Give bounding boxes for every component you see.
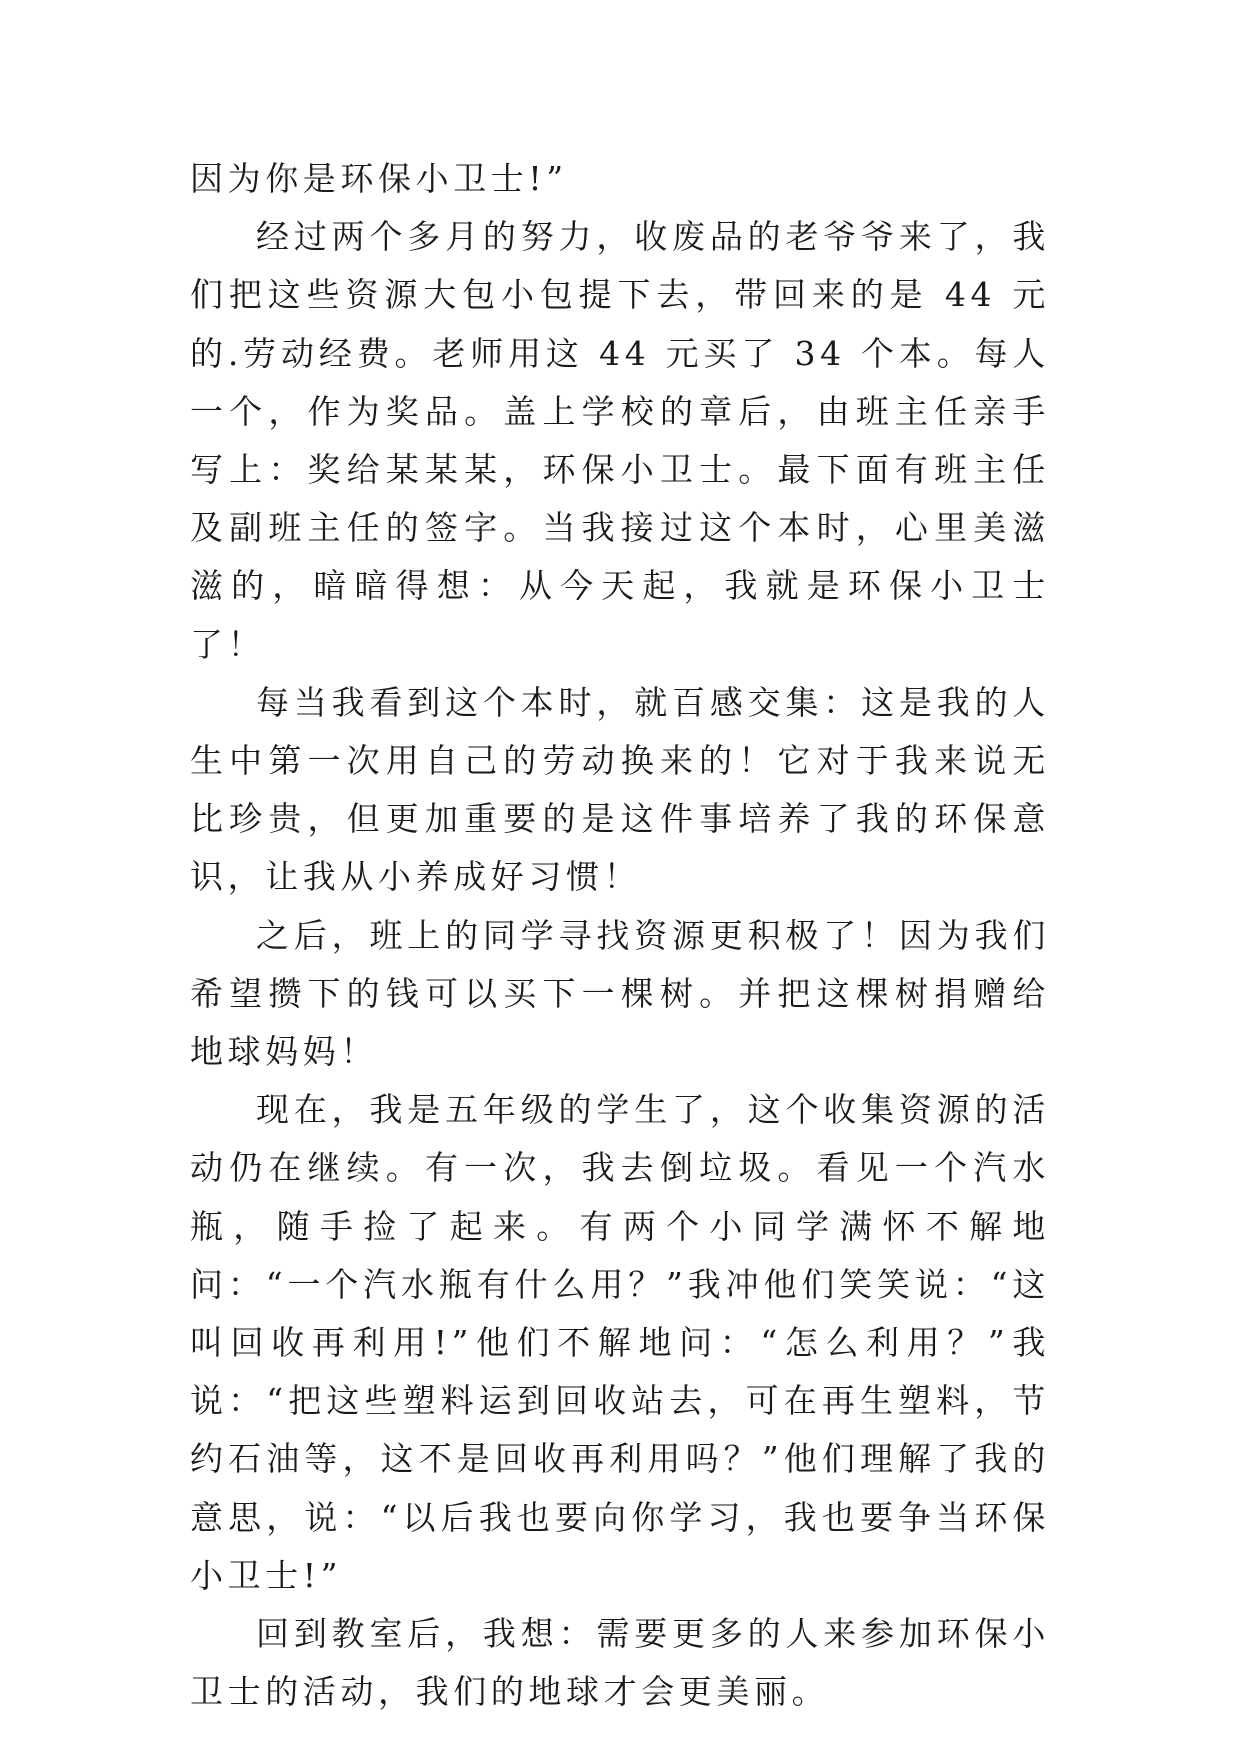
document-body — [190, 150, 1050, 1721]
paragraph-3: 每当我看到这个本时，就百感交集：这是我的人生中第一次用自己的劳动换来的！它对于我来说无比珍贵，但更加重要的是这件事培养了我的环保意识，让我从小养成好习惯！ — [190, 682, 1050, 897]
paragraph-4: 之后，班上的同学寻找资源更积极了！因为我们希望攒下的钱可以买下一棵树。并把这棵树捐赠给地球妈妈！ — [190, 915, 1050, 1072]
paragraph-1: 因为你是环保小卫士!” — [190, 159, 568, 198]
paragraph-5: 现在，我是五年级的学生了，这个收集资源的活动仍在继续。有一次，我去倒垃圾。看见一个汽水瓶，随手捡了起来。有两个小同学满怀不解地问：“一个汽水瓶有什么用？”我冲他们笑笑说：“这叫回收再利用!”他们不解地问：“怎么利用？”我说：“把这些塑料运到回收站去，可在再生塑料，节约石油等，这不是回收再利用吗？”他们理解了我的意思，说：“以后我也要向你学习，我也要争当环保小卫士!” — [190, 1090, 1050, 1595]
paragraph-2: 经过两个多月的努力，收废品的老爷爷来了，我们把这些资源大包小包提下去，带回来的是 44 元的.劳动经费。老师用这 44 元买了 34 个本。每人一个，作为奖品。盖上学校的章后，由班主任亲手写上：奖给某某某，环保小卫士。最下面有班主任及副班主任的签字。当我接过这个本时，心里美滋滋的，暗暗得想：从今天起，我就是环保小卫士了！ — [190, 217, 1050, 664]
paragraph-6: 回到教室后，我想：需要更多的人来参加环保小卫士的活动，我们的地球才会更美丽。 — [190, 1614, 1050, 1712]
